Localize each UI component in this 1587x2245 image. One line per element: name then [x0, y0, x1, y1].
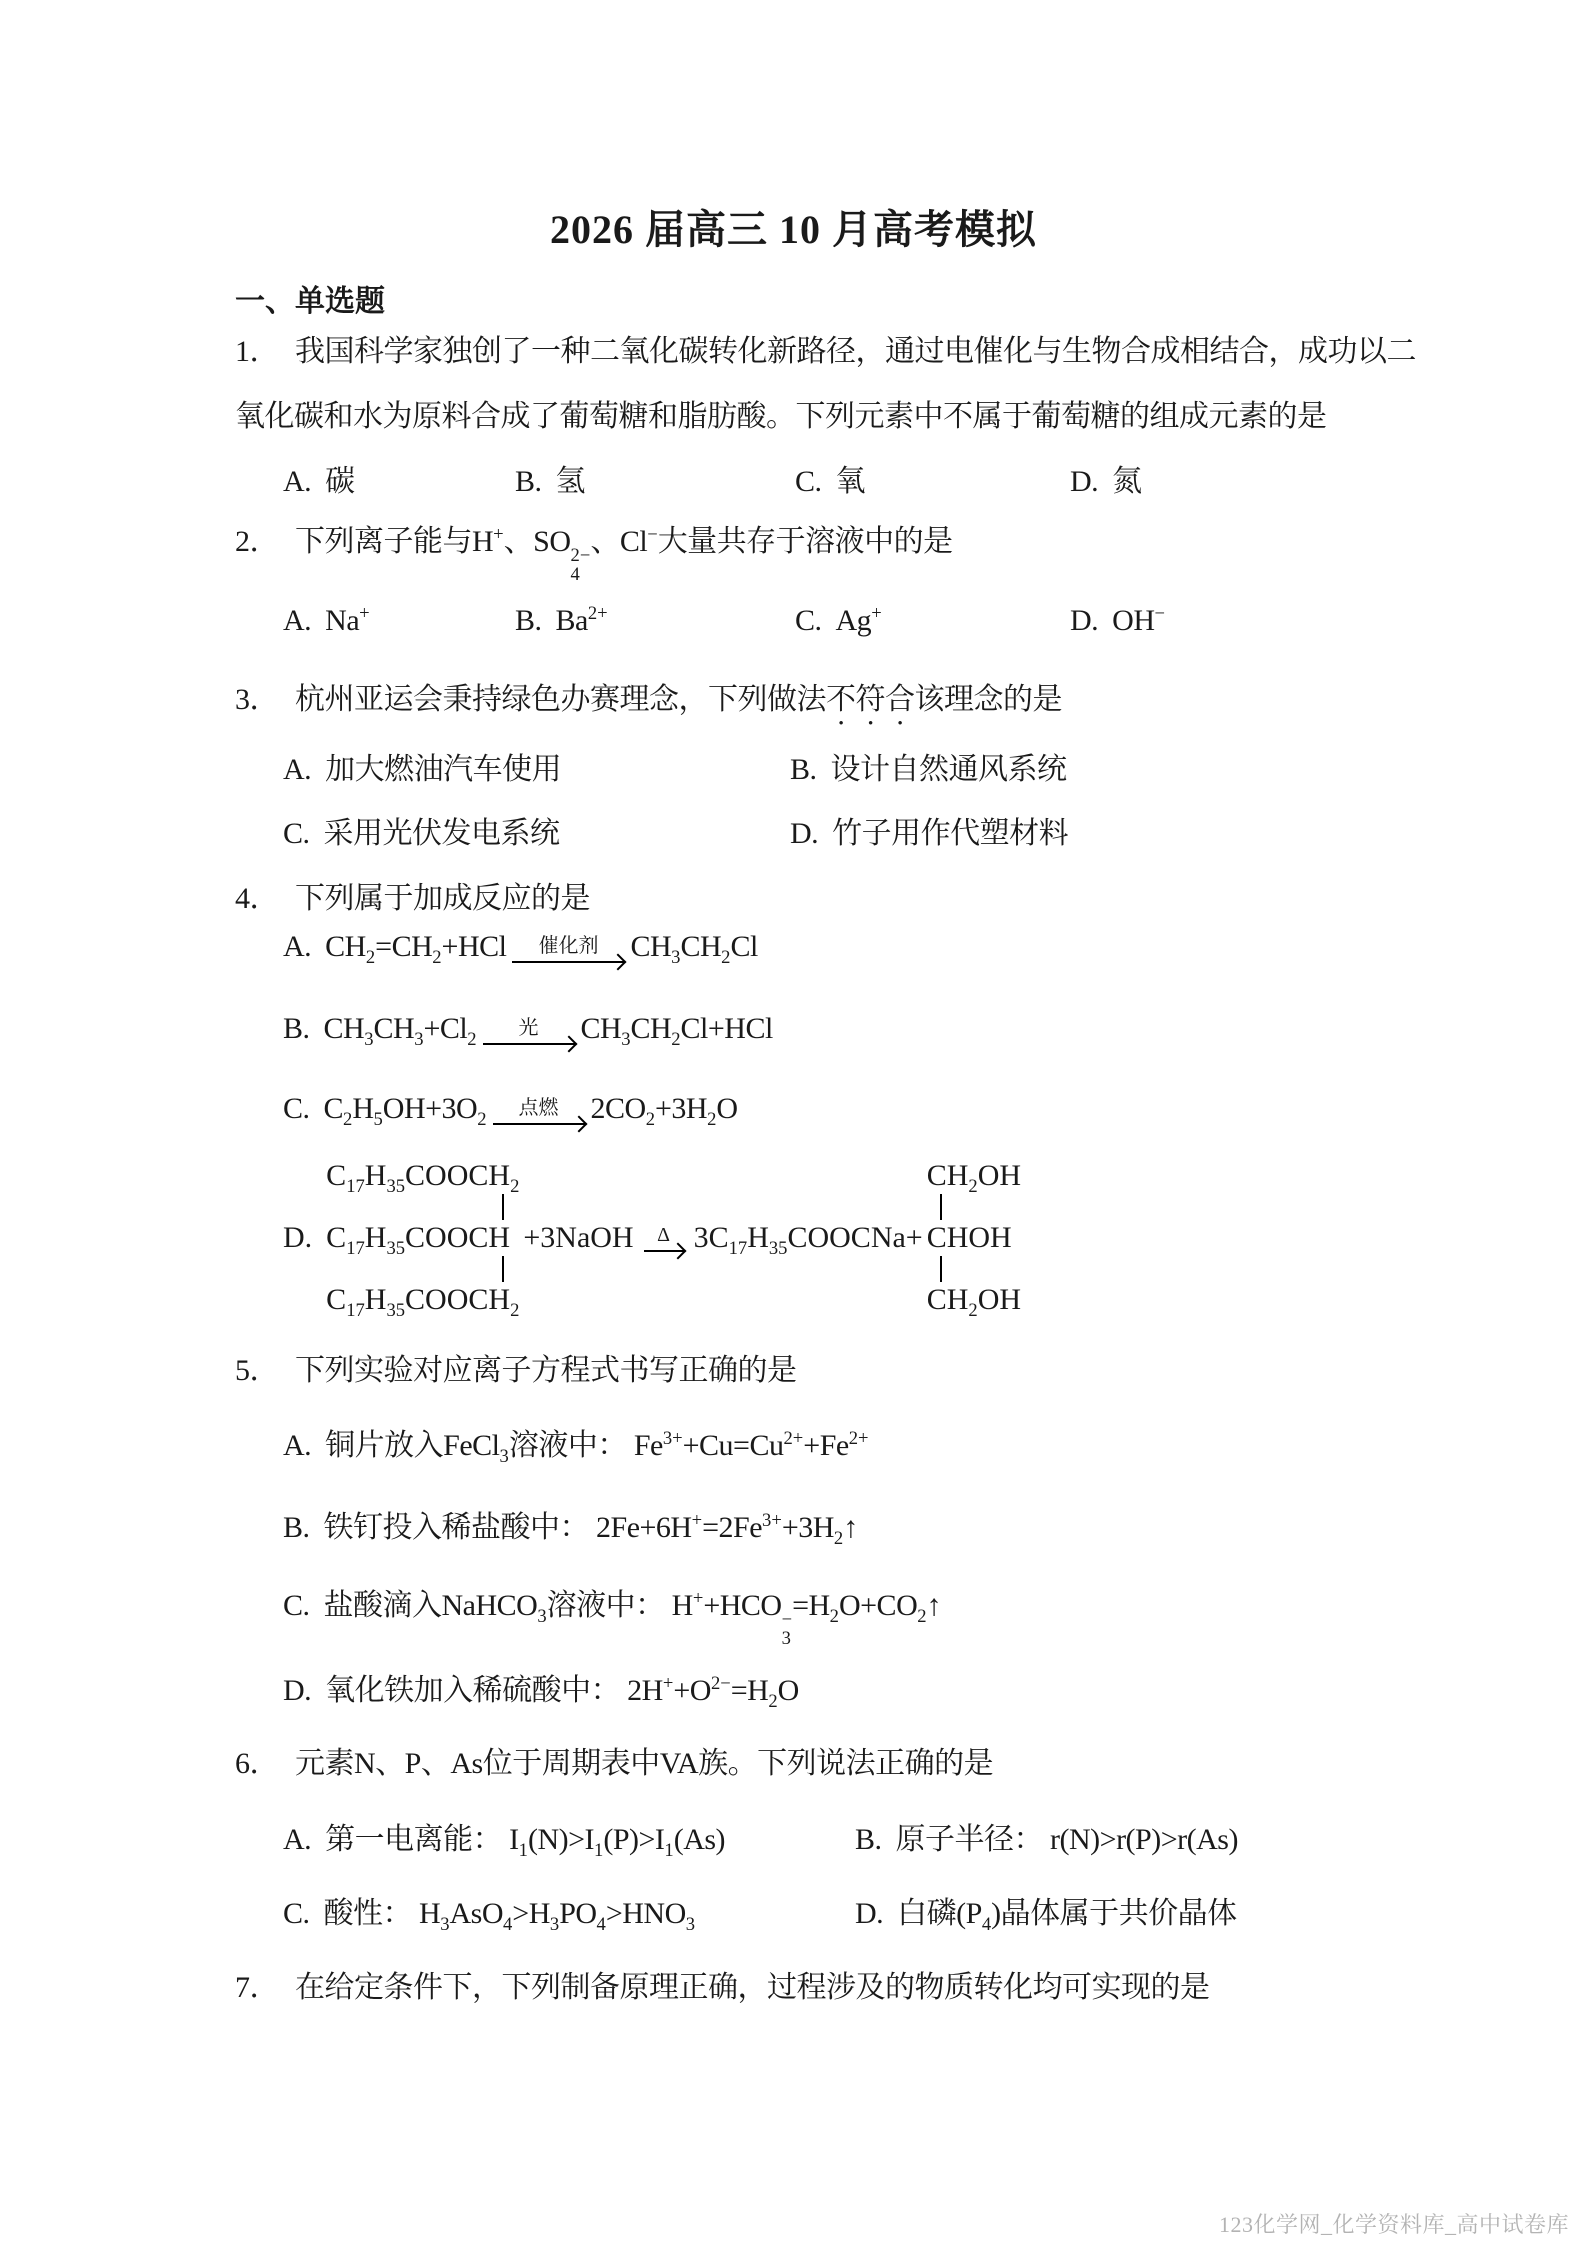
q5-option-a-text: 铜片放入FeCl$_3$溶液中： $Fe^{3+}+Cu=Cu^{2+}+Fe^{2+}$ — [325, 1428, 869, 1467]
q4-option-d-product: $3C_{17}H_{35}COOCNa+$ — [693, 1221, 923, 1259]
q3-option-b-text: 设计自然通风系统 — [830, 753, 1067, 786]
q1-option-d-label: D. — [1070, 465, 1099, 498]
exam-title: 2026 届高三 10 月高考模拟 — [550, 207, 1037, 252]
q6-option-d-label: D. — [855, 1897, 884, 1930]
q5-option-d-text: 氧化铁加入稀硫酸中： $2H^++O^{2-}=H_2O$ — [325, 1673, 799, 1712]
question-7-number: 7． — [235, 1971, 279, 2004]
q5-option-a-label: A. — [283, 1429, 312, 1462]
reaction-condition: 催化剂 — [538, 935, 599, 958]
reaction-condition: 点燃 — [518, 1097, 559, 1120]
q4-option-a-lhs: $CH_2=CH_2+HCl$ — [325, 930, 507, 968]
q2-option-b-label: B. — [515, 604, 542, 637]
q1-option-d-text: 氮 — [1112, 465, 1142, 498]
q4-option-d-label: D. — [283, 1221, 313, 1254]
q3-option-a-label: A. — [283, 753, 312, 786]
question-7-text: 在给定条件下，下列制备原理正确，过程涉及的物质转化均可实现的是 — [295, 1971, 1210, 2004]
q6-option-c — [283, 1888, 696, 1935]
q3-option-b-label: B. — [790, 753, 817, 786]
question-2-number: 2． — [235, 525, 279, 558]
q4-option-c-rhs: $2CO_2+3H_2O$ — [590, 1092, 738, 1130]
question-1-text: 我国科学家独创了一种二氧化碳转化新路径，通过电催化与生物合成相结合，成功以二 — [295, 335, 1416, 368]
question-3-text-emphasized: 不符合 — [826, 683, 915, 716]
q3-option-c — [283, 808, 560, 852]
q3-option-b — [790, 744, 1067, 788]
section-heading: 一、单选题 — [235, 285, 385, 318]
q1-option-b-label: B. — [515, 465, 542, 498]
question-5-text: 下列实验对应离子方程式书写正确的是 — [295, 1354, 797, 1387]
q4-option-c-label: C. — [283, 1092, 310, 1125]
q4-option-a-rhs: $CH_3CH_2Cl$ — [630, 930, 758, 968]
reaction-arrow — [483, 1017, 575, 1045]
q4-option-d-reagent: +3NaOH — [523, 1221, 634, 1254]
question-6-number: 6． — [235, 1747, 279, 1780]
watermark-text: 123化学网_化学资料库_高中试卷库 — [1218, 2212, 1569, 2237]
question-7-stem — [235, 1962, 1210, 2006]
q1-option-c — [795, 456, 865, 500]
reaction-condition: 光 — [518, 1017, 539, 1040]
q3-option-d-text: 竹子用作代塑材料 — [832, 817, 1069, 850]
q6-option-c-label: C. — [283, 1897, 310, 1930]
q6-option-c-text: 酸性： $H_3AsO_4>H_3PO_4>HNO_3$ — [323, 1897, 696, 1935]
q3-option-a-text: 加大燃油汽车使用 — [325, 753, 562, 786]
q1-option-b-text: 氢 — [555, 465, 586, 498]
question-4-number: 4． — [235, 882, 279, 915]
q4-option-d — [283, 1158, 1022, 1321]
q4-option-a-label: A. — [283, 930, 312, 963]
q4-option-b-label: B. — [283, 1012, 310, 1045]
question-3-stem — [235, 674, 1062, 732]
q5-option-b-label: B. — [283, 1511, 310, 1544]
q3-option-c-label: C. — [283, 817, 310, 850]
q1-option-a-text: 碳 — [325, 465, 355, 498]
q6-option-a-label: A. — [283, 1823, 312, 1856]
q1-option-a-label: A. — [283, 465, 312, 498]
q3-option-d — [790, 808, 1068, 852]
q6-option-b — [855, 1814, 1238, 1858]
bond-line — [502, 1256, 504, 1282]
reaction-arrow — [644, 1224, 684, 1252]
reaction-condition: Δ — [657, 1224, 671, 1246]
question-2-text: 下列离子能与H+、SO 2− 4 、Cl−大量共存于溶液中的是 — [295, 524, 953, 585]
q6-option-a — [283, 1814, 726, 1861]
q2-option-d-text: OH− — [1112, 603, 1166, 637]
q1-option-c-label: C. — [795, 465, 822, 498]
reaction-arrow — [512, 935, 624, 963]
question-3-text-pre: 杭州亚运会秉持绿色办赛理念，下列做法 — [295, 683, 826, 716]
q2-option-d-label: D. — [1070, 604, 1099, 637]
q5-option-c-label: C. — [283, 1589, 310, 1622]
question-1-stem-line2: 氧化碳和水为原料合成了葡萄糖和脂肪酸。下列元素中不属于葡萄糖的组成元素的是 — [235, 400, 1327, 433]
question-4-stem — [235, 873, 590, 917]
question-5-number: 5． — [235, 1354, 279, 1387]
q3-option-c-text: 采用光伏发电系统 — [323, 817, 560, 850]
q5-option-d-label: D. — [283, 1674, 312, 1707]
q4-option-d-triglyceride — [326, 1158, 520, 1321]
q4-option-b-lhs: $CH_3CH_3+Cl_2$ — [323, 1012, 477, 1050]
q1-option-d — [1070, 456, 1142, 500]
question-6-text: 元素N、P、As位于周期表中VA族。下列说法正确的是 — [295, 1747, 994, 1780]
question-1-number: 1． — [235, 335, 279, 368]
q2-option-c — [795, 604, 882, 638]
q6-option-d — [855, 1888, 1237, 1935]
q1-option-c-text: 氧 — [835, 465, 866, 498]
q1-option-b — [515, 456, 585, 500]
question-4-text: 下列属于加成反应的是 — [295, 882, 590, 915]
q5-option-c-text: 盐酸滴入NaHCO$_3$溶液中： H++HCO − 3 $=H_2O+CO_2↑$ — [323, 1588, 942, 1649]
bond-line — [940, 1256, 942, 1282]
q6-option-a-text: 第一电离能： $I_1(N)>I_1(P)>I_1(As)$ — [325, 1823, 726, 1861]
question-1-stem-line1 — [235, 326, 1416, 370]
q2-option-b — [515, 604, 608, 638]
q6-option-b-text: 原子半径： r(N)>r(P)>r(As) — [895, 1823, 1238, 1856]
q2-option-a-label: A. — [283, 604, 312, 637]
q2-option-c-text: Ag+ — [835, 603, 882, 637]
q4-option-c-lhs: $C_2H_5OH+3O_2$ — [323, 1092, 487, 1130]
ester-chain-1: $C_{17}H_{35}COOCH_2$ — [326, 1159, 520, 1197]
question-2-stem — [235, 516, 953, 584]
q2-option-b-text: $Ba^{2+}$ — [555, 603, 608, 637]
question-5-stem — [235, 1345, 797, 1389]
ester-chain-3: $C_{17}H_{35}COOCH_2$ — [326, 1283, 520, 1321]
q3-option-a — [283, 744, 561, 788]
bond-line — [502, 1194, 504, 1220]
q2-option-d — [1070, 604, 1165, 638]
q5-option-b-text: 铁钉投入稀盐酸中： $2Fe+6H^+=2Fe^{3+}+3H_2↑$ — [323, 1510, 858, 1549]
q2-option-a-text: Na+ — [325, 603, 370, 637]
reaction-arrow — [493, 1097, 585, 1125]
q6-option-b-label: B. — [855, 1823, 882, 1856]
q4-option-b-rhs: $CH_3CH_2Cl+HCl$ — [580, 1012, 773, 1050]
q2-option-c-label: C. — [795, 604, 822, 637]
glycerol-row-1: $CH_2OH$ — [926, 1159, 1022, 1197]
question-6-stem — [235, 1738, 993, 1782]
question-3-number: 3． — [235, 683, 279, 716]
glycerol-row-3: $CH_2OH$ — [926, 1283, 1022, 1321]
bond-line — [940, 1194, 942, 1220]
q4-option-d-glycerol — [926, 1158, 1022, 1321]
q1-option-a — [283, 456, 355, 500]
glycerol-row-2: CHOH — [926, 1221, 1012, 1254]
question-3-text-post: 该理念的是 — [914, 683, 1062, 716]
q3-option-d-label: D. — [790, 817, 819, 850]
q6-option-d-text: 白磷$(P_4)$晶体属于共价晶体 — [897, 1897, 1237, 1935]
ester-chain-2: $C_{17}H_{35}COOCH$ — [326, 1221, 511, 1259]
q2-option-a — [283, 604, 370, 638]
